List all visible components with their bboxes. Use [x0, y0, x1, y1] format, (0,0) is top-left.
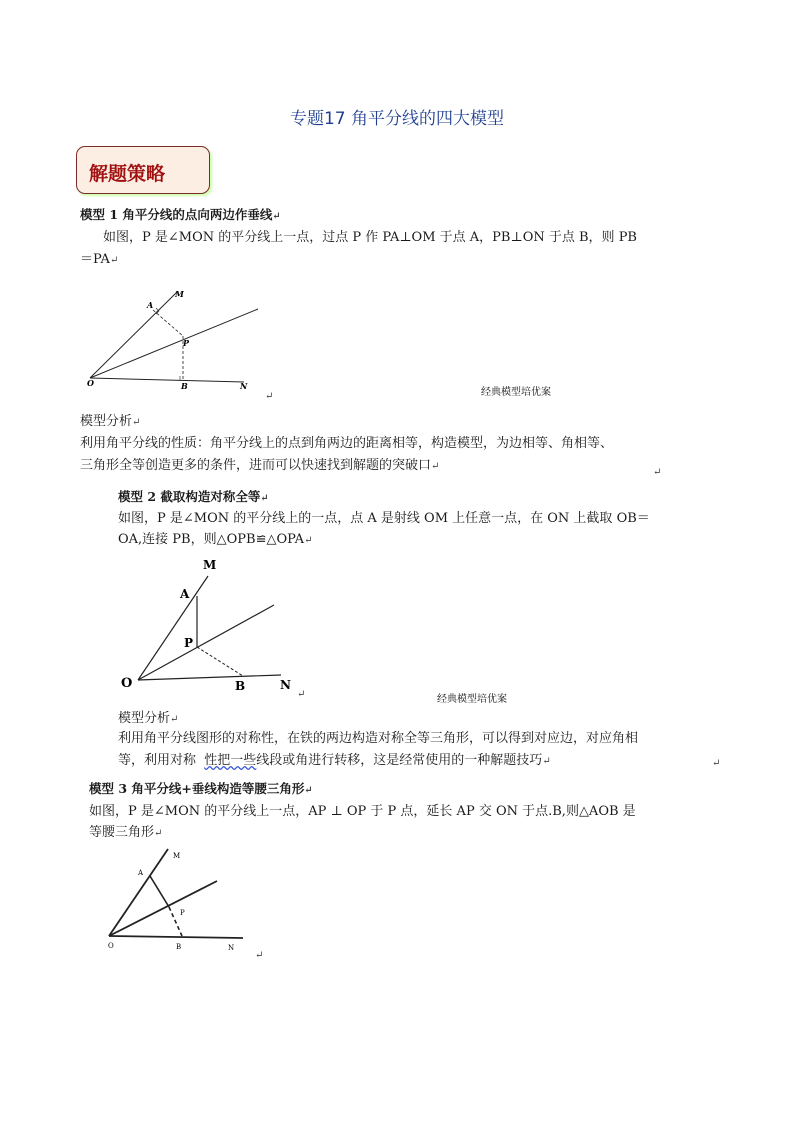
fig1-label-N: N — [240, 381, 248, 391]
model3-heading: 模型 3 角平分线+垂线构造等腰三角形↵ — [89, 781, 313, 796]
fig2-label-M: M — [203, 558, 217, 572]
model2-text-line2: OA,连接 PB，则△OPB≌△OPA↵ — [118, 532, 313, 547]
model1-text-line1: 如图，P 是∠MON 的平分线上一点，过点 P 作 PA⊥OM 于点 A，PB⊥ON 于点 B，则 PB — [103, 230, 637, 245]
return-mark: ↵ — [712, 758, 721, 769]
fig2-label-O: O — [121, 676, 133, 691]
fig2-label-P: P — [184, 636, 194, 650]
return-mark: ↵ — [653, 467, 662, 478]
model2-figure — [118, 556, 308, 696]
model3-text-line2: 等腰三角形↵ — [89, 825, 163, 840]
fig3-label-O: O — [108, 942, 114, 950]
fig3-label-B: B — [176, 943, 182, 951]
model1-figure — [80, 283, 280, 395]
fig3-label-M: M — [173, 852, 181, 860]
fig1-label-B: B — [181, 381, 188, 391]
watermark-1: 经典模型培优案 — [481, 387, 551, 398]
return-mark: ↵ — [297, 689, 306, 700]
model1-analysis-line1: 利用角平分线的性质：角平分线上的点到角两边的距离相等，构造模型，为边相等、角相等、 — [80, 436, 614, 451]
model1-text-line2: ＝PA↵ — [80, 252, 119, 267]
strategy-badge-label: 解题策略 — [89, 163, 166, 185]
fig3-label-A: A — [138, 869, 144, 877]
fig3-label-N: N — [228, 944, 235, 952]
model3-figure — [100, 844, 260, 956]
fig2-label-N: N — [280, 678, 291, 692]
model1-analysis-line2: 三角形全等创造更多的条件，进而可以快速找到解题的突破口↵ — [80, 458, 440, 473]
model2-analysis-line1: 利用角平分线图形的对称性，在铁的两边构造对称全等三角形，可以得到对应边，对应角相 — [118, 731, 639, 746]
model2-heading: 模型 2 截取构造对称全等↵ — [118, 489, 269, 504]
watermark-2: 经典模型培优案 — [437, 694, 507, 705]
fig1-label-M: M — [175, 289, 184, 299]
model3-text-line1: 如图，P 是∠MON 的平分线上一点，AP ⊥ OP 于 P 点，延长 AP 交 ON 于点.B,则△AOB 是 — [89, 804, 636, 819]
model2-analysis-label: 模型分析↵ — [118, 711, 179, 726]
strategy-badge — [76, 146, 210, 194]
model2-analysis-line2: 等，利用对称 性把一些线段或角进行转移，这是经常使用的一种解题技巧↵ — [118, 753, 551, 768]
fig1-label-P: P — [183, 338, 190, 348]
model2-text-line1: 如图，P 是∠MON 的平分线上的一点，点 A 是射线 OM 上任意一点，在 ON 上截取 OB＝ — [118, 511, 650, 526]
page-title: 专题17 角平分线的四大模型 — [289, 109, 505, 129]
model1-heading: 模型 1 角平分线的点向两边作垂线↵ — [80, 207, 281, 222]
return-mark: ↵ — [265, 391, 274, 402]
fig2-label-B: B — [235, 679, 246, 693]
return-mark: ↵ — [255, 950, 264, 961]
model1-analysis-label: 模型分析↵ — [80, 414, 141, 429]
fig1-label-O: O — [87, 378, 94, 388]
fig2-label-A: A — [180, 587, 190, 601]
fig3-label-P: P — [180, 909, 185, 917]
fig1-label-A: A — [147, 300, 154, 310]
